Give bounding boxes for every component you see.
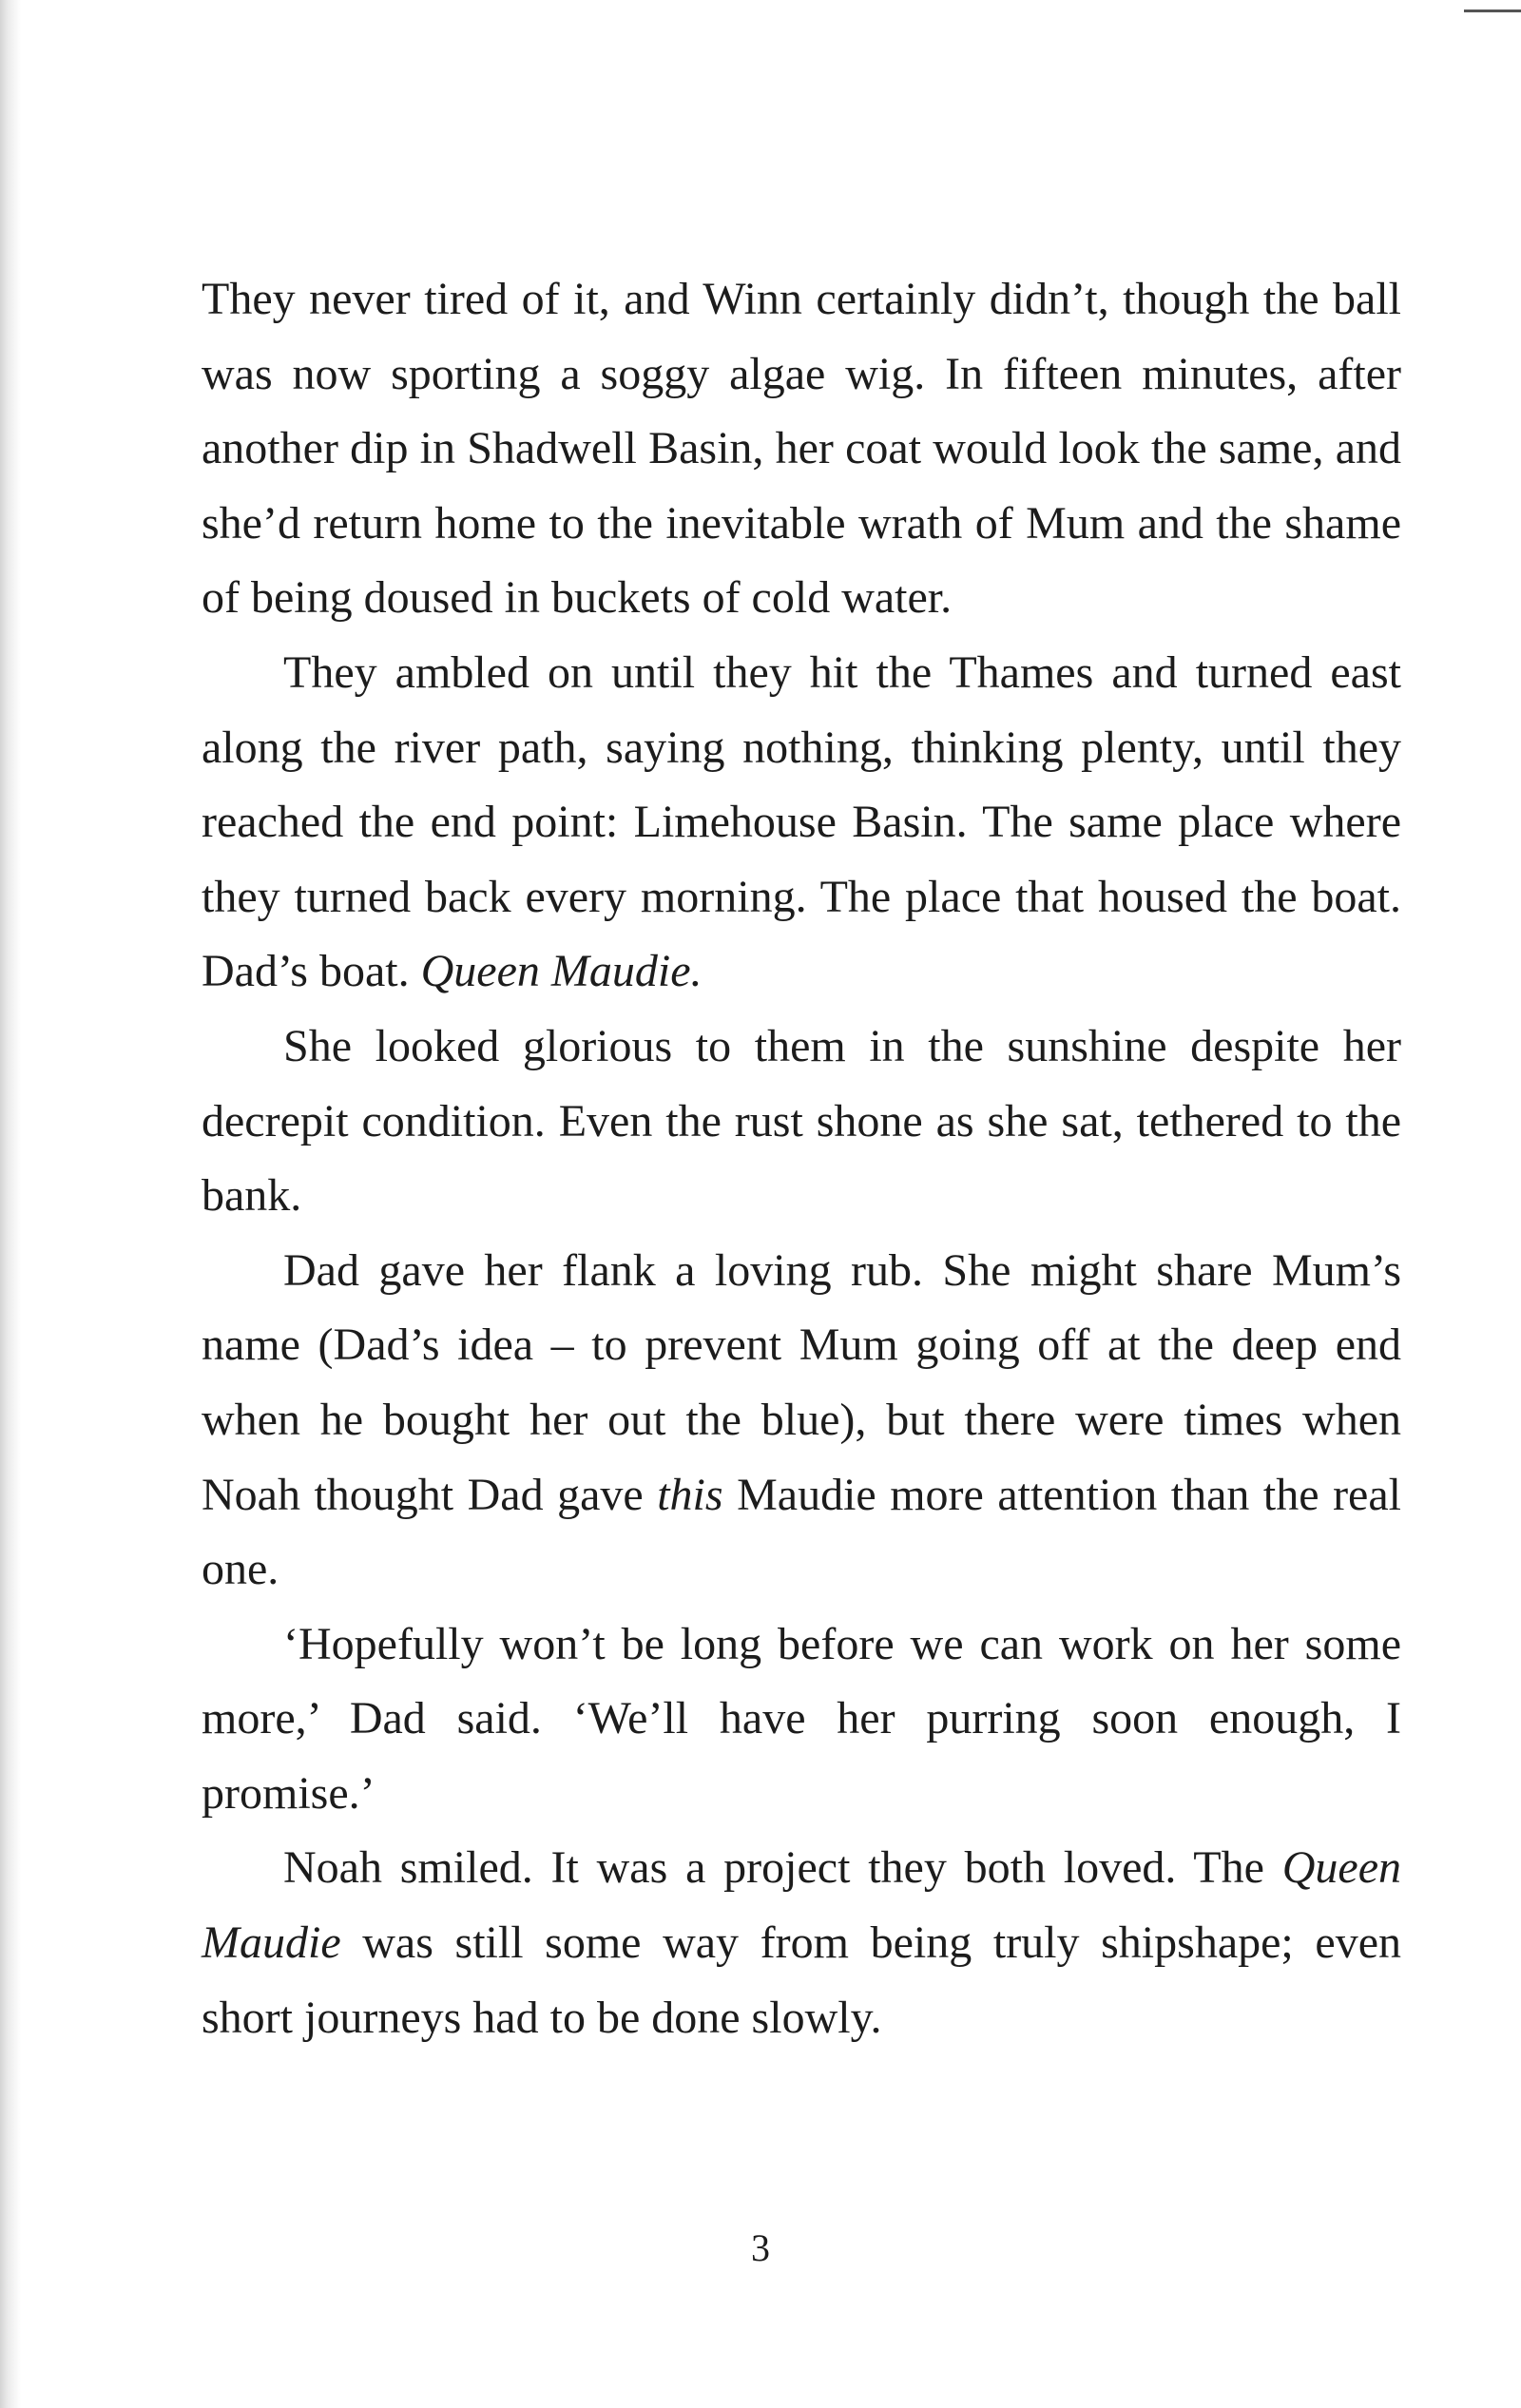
paragraph-4 bbox=[202, 1234, 1401, 1608]
italic-emphasis: this bbox=[657, 1469, 723, 1520]
text-segment: They never tired of it, and Winn certainly didn’t, though the ball was now sporting a soggy algae wig. In fifteen minutes, after another dip in Shadwell Basin, her coat would look the same, and she’d return home to the inevitable wrath of Mum and the shame of being doused in buckets of cold water. bbox=[202, 274, 1401, 624]
paragraph-3 bbox=[202, 1010, 1401, 1234]
text-segment: She looked glorious to them in the sunshine despite her decrepit condition. Even the rust shone as she sat, tethered to the bank. bbox=[202, 1020, 1401, 1222]
paragraph-6 bbox=[202, 1831, 1401, 2055]
text-segment: They ambled on until they hit the Thames and turned east along the river path, saying nothing, thinking plenty, until they reached the end point: Limehouse Basin. The same place where they turned back every morning. The place that housed the boat. Dad’s boat. bbox=[202, 646, 1401, 997]
paragraph-1 bbox=[202, 262, 1401, 636]
text-segment: Dad gave her flank a loving rub. She might share Mum’s name (Dad’s idea – to prevent Mum going off at the deep end when he bought her out the blue), but there were times when Noah thought Dad gave bbox=[202, 1244, 1401, 1520]
paragraph-2 bbox=[202, 636, 1401, 1010]
text-segment: Noah smiled. It was a project they both loved. The bbox=[283, 1842, 1282, 1894]
italic-boat-name: Queen Maudie. bbox=[420, 946, 703, 997]
text-segment: was still some way from being truly shipshape; even short journeys had to be done slowly. bbox=[202, 1917, 1401, 2043]
text-segment: Maudie more attention than the real one. bbox=[202, 1469, 1401, 1595]
paragraph-5 bbox=[202, 1608, 1401, 1832]
body-text bbox=[202, 262, 1401, 2055]
page-number: 3 bbox=[751, 2226, 770, 2269]
page-shadow-left bbox=[0, 0, 21, 2408]
italic-boat-name: Queen Maudie bbox=[202, 1842, 1401, 1969]
page-corner-mark bbox=[1464, 0, 1521, 12]
text-segment: ‘Hopefully won’t be long before we can work on her some more,’ Dad said. ‘We’ll have her purring soon enough, I promise.’ bbox=[202, 1618, 1401, 1819]
